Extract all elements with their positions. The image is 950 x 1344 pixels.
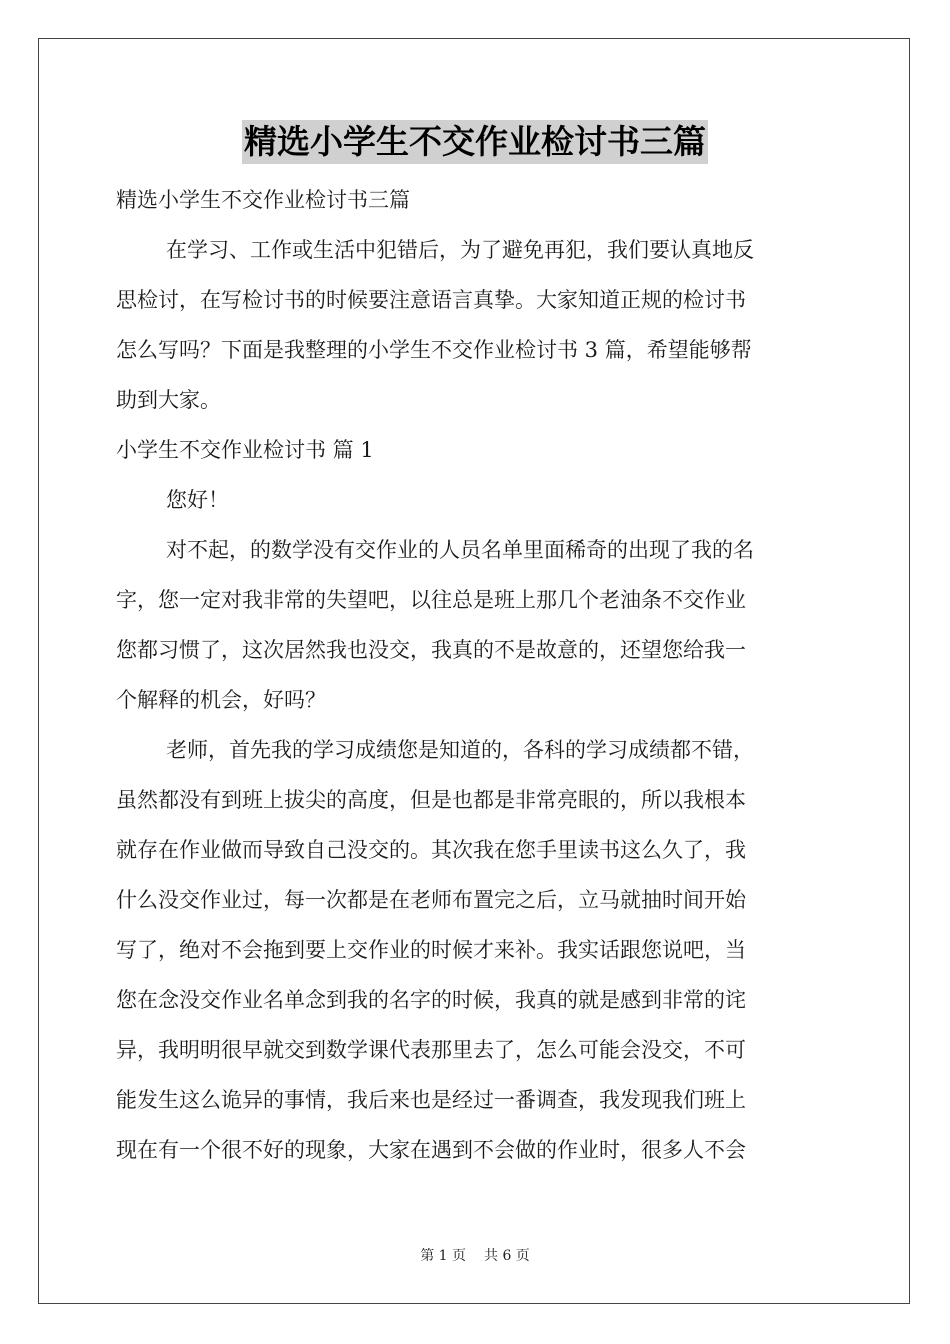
paragraph-line: 您都习惯了，这次居然我也没交，我真的不是故意的，还望您给我一 (116, 638, 746, 662)
paragraph-line: 就存在作业做而导致自己没交的。其次我在您手里读书这么久了，我 (116, 838, 746, 862)
greeting: 您好！ (166, 488, 229, 512)
paragraph-line: 写了，绝对不会拖到要上交作业的时候才来补。我实话跟您说吧，当 (116, 938, 746, 962)
paragraph-line: 能发生这么诡异的事情，我后来也是经过一番调查，我发现我们班上 (116, 1088, 746, 1112)
paragraph-apology (116, 525, 832, 725)
paragraph-line: 现在有一个很不好的现象，大家在遇到不会做的作业时，很多人不会 (116, 1138, 746, 1162)
paragraph-line: 对不起，的数学没有交作业的人员名单里面稀奇的出现了我的名 (166, 538, 754, 562)
intro-line: 在学习、工作或生活中犯错后，为了避免再犯，我们要认真地反 (166, 238, 754, 262)
paragraph-line: 异，我明明很早就交到数学课代表那里去了，怎么可能会没交，不可 (116, 1038, 746, 1062)
intro-line: 怎么写吗？下面是我整理的小学生不交作业检讨书 3 篇，希望能够帮 (116, 338, 752, 362)
page-total: 共 6 页 (484, 1248, 530, 1264)
page-footer (0, 1246, 950, 1266)
paragraph-line: 什么没交作业过，每一次都是在老师布置完之后，立马就抽时间开始 (116, 888, 746, 912)
document-title: 精选小学生不交作业检讨书三篇 (242, 120, 708, 164)
intro-line: 助到大家。 (116, 388, 221, 412)
paragraph-line: 您在念没交作业名单念到我的名字的时候，我真的就是感到非常的诧 (116, 988, 746, 1012)
document-subtitle: 精选小学生不交作业检讨书三篇 (116, 188, 410, 212)
document-title-container (0, 120, 950, 164)
paragraph-line: 字，您一定对我非常的失望吧，以往总是班上那几个老油条不交作业 (116, 588, 746, 612)
intro-line: 思检讨，在写检讨书的时候要注意语言真挚。大家知道正规的检讨书 (116, 288, 746, 312)
section-heading: 小学生不交作业检讨书 篇 1 (116, 438, 374, 462)
paragraph-explanation (116, 725, 832, 1175)
paragraph-line: 虽然都没有到班上拔尖的高度，但是也都是非常亮眼的，所以我根本 (116, 788, 746, 812)
paragraph-line: 个解释的机会，好吗？ (116, 688, 326, 712)
page-number: 第 1 页 (420, 1248, 466, 1264)
document-body (116, 175, 832, 1175)
intro-paragraph (116, 225, 832, 425)
paragraph-line: 老师，首先我的学习成绩您是知道的，各科的学习成绩都不错， (166, 738, 754, 762)
